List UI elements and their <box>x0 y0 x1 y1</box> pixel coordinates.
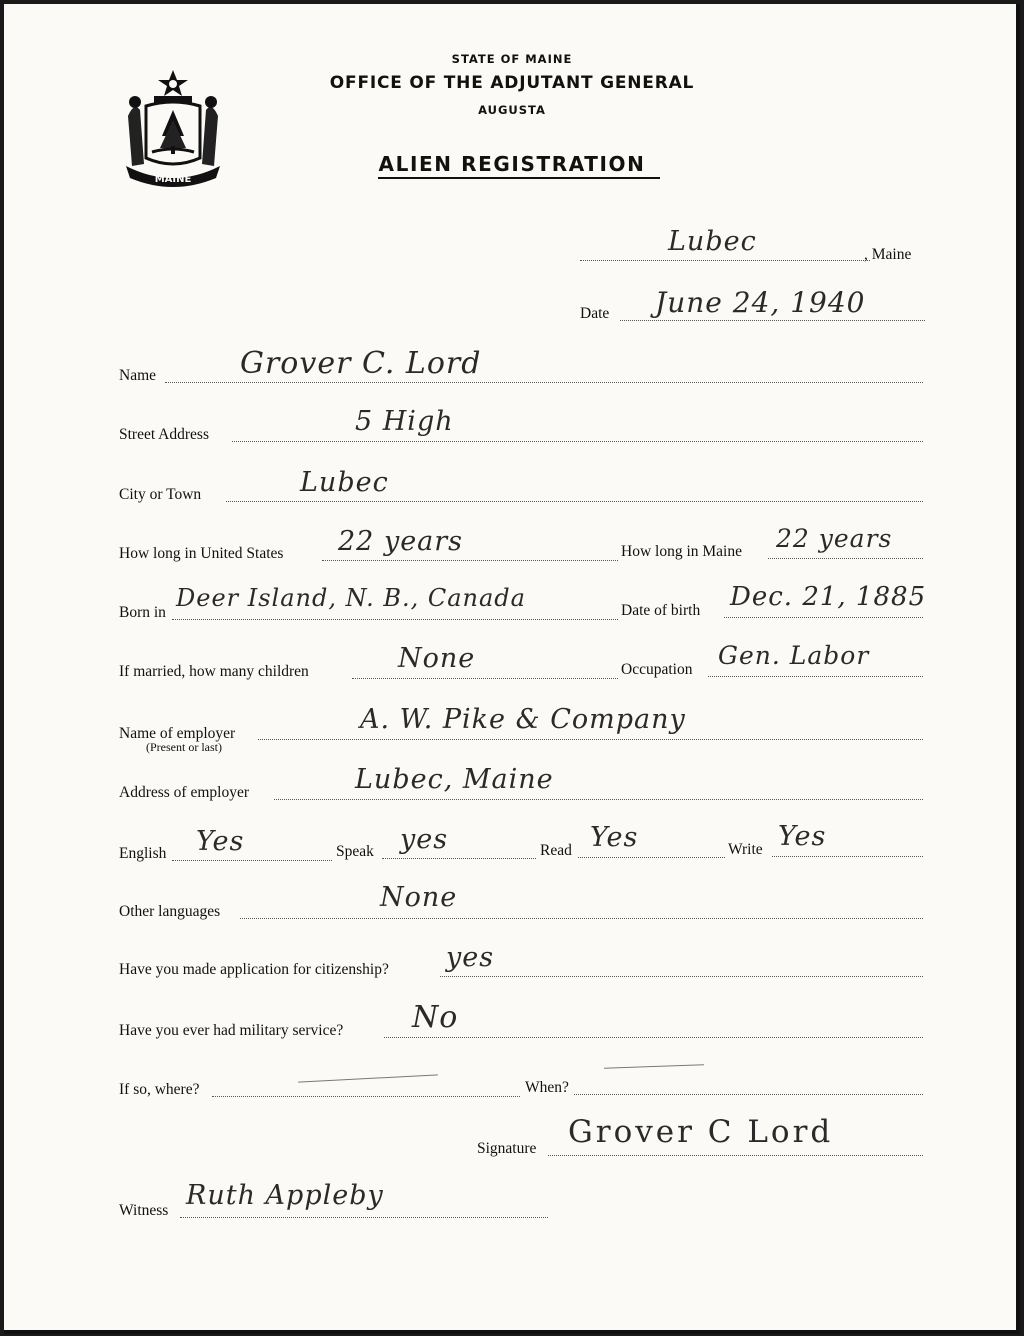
street-entry: 5 High <box>355 406 454 437</box>
other-languages-line <box>240 918 923 919</box>
military-entry: No <box>412 1000 459 1035</box>
married-line <box>352 678 618 679</box>
how-long-us-entry: 22 years <box>338 526 464 557</box>
city-heading: AUGUSTA <box>478 103 546 117</box>
street-line <box>232 441 923 442</box>
signature-label: Signature <box>477 1140 537 1157</box>
date-label: Date <box>580 305 610 322</box>
read-line <box>578 857 725 858</box>
how-long-maine-label: How long in Maine <box>621 543 742 560</box>
date-of-birth-label: Date of birth <box>621 602 701 619</box>
citizenship-label: Have you made application for citizenship? <box>119 961 389 978</box>
speak-label: Speak <box>336 843 374 860</box>
read-entry: Yes <box>590 822 639 853</box>
signature-line <box>548 1155 923 1156</box>
signature-entry: Grover C Lord <box>568 1114 834 1150</box>
occupation-entry: Gen. Labor <box>718 641 870 670</box>
employer-address-entry: Lubec, Maine <box>355 764 554 795</box>
citizenship-line <box>440 976 923 977</box>
employer-note: (Present or last) <box>146 740 222 754</box>
other-languages-entry: None <box>380 882 458 913</box>
name-line <box>165 382 923 383</box>
english-line <box>172 860 332 861</box>
speak-line <box>382 858 536 859</box>
witness-label: Witness <box>119 1202 169 1219</box>
date-entry: June 24, 1940 <box>655 286 866 319</box>
other-languages-label: Other languages <box>119 903 221 920</box>
city-entry: Lubec <box>300 467 389 498</box>
state-heading: STATE OF MAINE <box>451 52 573 66</box>
date-of-birth-entry: Dec. 21, 1885 <box>730 582 927 612</box>
occupation-line <box>708 676 923 677</box>
how-long-maine-entry: 22 years <box>776 524 893 553</box>
witness-entry: Ruth Appleby <box>186 1180 384 1211</box>
how-long-us-label: How long in United States <box>119 545 284 562</box>
employer-entry: A. W. Pike & Company <box>360 704 686 735</box>
english-entry: Yes <box>196 826 245 857</box>
born-in-entry: Deer Island, N. B., Canada <box>176 584 526 612</box>
born-in-line <box>172 619 618 620</box>
write-line <box>772 856 923 857</box>
maine-label: , Maine <box>864 246 912 263</box>
military-line <box>384 1037 923 1038</box>
title-underline <box>378 177 660 179</box>
employer-address-label: Address of employer <box>119 784 249 801</box>
born-in-label: Born in <box>119 604 166 621</box>
town-line <box>580 260 870 261</box>
street-label: Street Address <box>119 426 209 443</box>
write-label: Write <box>728 841 763 858</box>
english-label: English <box>119 845 167 862</box>
seal-label: MAINE <box>154 174 192 185</box>
name-label: Name <box>119 367 157 384</box>
read-label: Read <box>540 842 572 859</box>
form-title: ALIEN REGISTRATION <box>378 152 646 176</box>
date-of-birth-line <box>724 617 923 618</box>
when-line <box>574 1094 923 1095</box>
speak-entry: yes <box>400 824 449 855</box>
city-label: City or Town <box>119 486 202 503</box>
write-entry: Yes <box>778 821 827 852</box>
employer-label: Name of employer <box>119 725 236 742</box>
name-entry: Grover C. Lord <box>240 346 482 381</box>
where-label: If so, where? <box>119 1081 200 1098</box>
where-line <box>212 1096 520 1097</box>
employer-address-line <box>274 799 923 800</box>
office-heading: OFFICE OF THE ADJUTANT GENERAL <box>329 73 695 93</box>
married-label: If married, how many children <box>119 663 309 680</box>
date-line <box>620 320 925 321</box>
children-entry: None <box>398 643 476 674</box>
citizenship-entry: yes <box>446 942 495 973</box>
how-long-us-line <box>322 560 618 561</box>
city-line <box>226 501 923 502</box>
employer-line <box>258 739 923 740</box>
how-long-maine-line <box>768 558 923 559</box>
occupation-label: Occupation <box>621 661 693 678</box>
when-label: When? <box>525 1079 569 1096</box>
military-label: Have you ever had military service? <box>119 1022 344 1039</box>
town-entry: Lubec <box>668 226 757 257</box>
witness-line <box>180 1217 548 1218</box>
